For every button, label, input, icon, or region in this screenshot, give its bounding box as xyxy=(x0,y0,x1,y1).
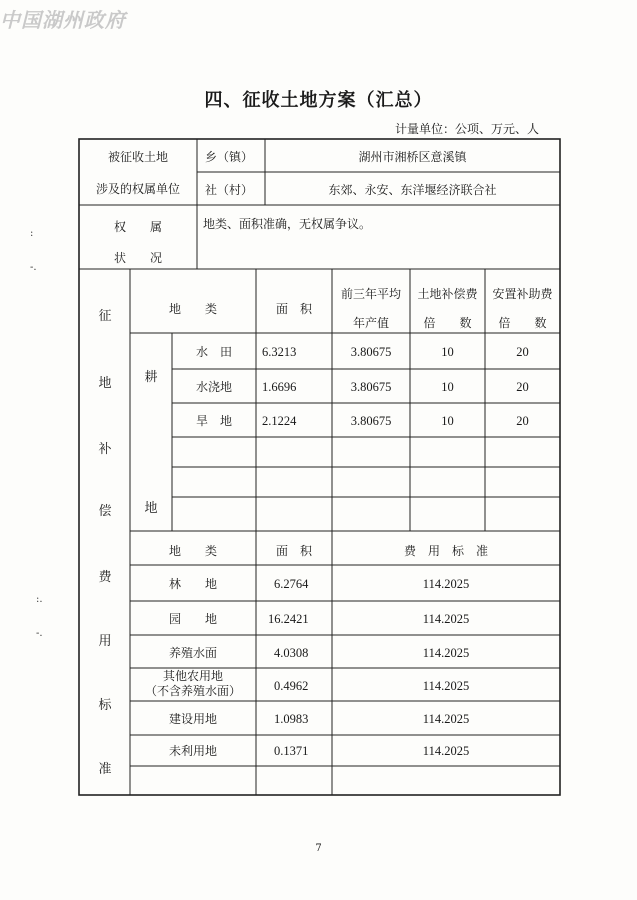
other-row-area: 6.2764 xyxy=(274,577,309,591)
status-value: 地类、面积准确，无权属争议。 xyxy=(203,217,372,231)
other-row-standard: 114.2025 xyxy=(422,679,470,693)
scan-mark: -. xyxy=(30,262,37,273)
farmland-group-char: 耕 xyxy=(144,370,158,385)
village-value: 东郊、永安、东洋堰经济联合社 xyxy=(328,183,497,197)
other-header-type: 地 类 xyxy=(168,544,217,558)
side-label-char: 用 xyxy=(98,634,112,649)
other-row-area: 16.2421 xyxy=(268,612,309,626)
status-label-2: 状 况 xyxy=(113,251,162,265)
farm-header-comp-line2: 倍 数 xyxy=(423,316,472,330)
other-row-type-note: （不含养殖水面） xyxy=(144,684,241,698)
farm-row-sub: 20 xyxy=(516,380,529,394)
other-row-area: 1.0983 xyxy=(274,712,309,726)
farm-header-avg-line2: 年产值 xyxy=(352,316,389,330)
other-row-area: 0.4962 xyxy=(274,679,309,693)
farm-row-comp: 10 xyxy=(441,414,454,428)
watermark: 中国湖州政府 xyxy=(0,8,126,32)
farm-row-sub: 20 xyxy=(516,414,529,428)
other-row-standard: 114.2025 xyxy=(422,577,470,591)
other-row-type: 建设用地 xyxy=(168,712,217,726)
farm-row-type: 水浇地 xyxy=(195,380,232,394)
farm-header-comp-line1: 土地补偿费 xyxy=(417,287,478,301)
other-row-standard: 114.2025 xyxy=(422,712,470,726)
scan-mark: : xyxy=(30,228,34,239)
other-row-area: 0.1371 xyxy=(274,744,309,758)
farm-row-avg: 3.80675 xyxy=(350,414,392,428)
unit-note: 计量单位：公项、万元、人 xyxy=(394,122,539,136)
other-row-type: 养殖水面 xyxy=(168,646,217,660)
status-label-1: 权 属 xyxy=(113,220,162,234)
side-label-char: 地 xyxy=(98,376,112,391)
other-header-standard: 费 用 标 准 xyxy=(403,544,488,558)
township-label: 乡（镇） xyxy=(205,150,254,164)
farm-header-sub-line2: 倍 数 xyxy=(498,316,547,330)
page-title: 四、征收土地方案（汇总） xyxy=(204,90,433,111)
side-label-char: 准 xyxy=(98,762,112,777)
farm-row-sub: 20 xyxy=(516,345,529,359)
farm-row-avg: 3.80675 xyxy=(350,380,392,394)
farm-row-area: 1.6696 xyxy=(262,380,297,394)
farm-header-area: 面 积 xyxy=(275,302,312,316)
side-label-char: 费 xyxy=(98,570,112,585)
other-row-type: 园 地 xyxy=(168,612,217,626)
township-value: 湖州市湘桥区意溪镇 xyxy=(358,150,467,164)
scan-mark: -. xyxy=(36,628,43,639)
other-row-standard: 114.2025 xyxy=(422,744,470,758)
farm-row-comp: 10 xyxy=(441,345,454,359)
scan-mark: :. xyxy=(36,594,43,605)
other-row-type: 其他农用地 xyxy=(162,669,223,683)
other-row-type: 林 地 xyxy=(168,577,217,591)
farm-header-avg-line1: 前三年平均 xyxy=(340,287,401,301)
farm-row-type: 水 田 xyxy=(195,345,232,359)
rights-label-line2: 涉及的权属单位 xyxy=(95,182,180,196)
farm-row-comp: 10 xyxy=(441,380,454,394)
other-row-standard: 114.2025 xyxy=(422,612,470,626)
farm-row-avg: 3.80675 xyxy=(350,345,392,359)
side-label-char: 征 xyxy=(98,309,112,324)
side-label-char: 偿 xyxy=(98,504,112,519)
other-row-area: 4.0308 xyxy=(274,646,309,660)
side-label-char: 补 xyxy=(98,442,112,457)
page-number: 7 xyxy=(315,843,322,854)
rights-label-line1: 被征收土地 xyxy=(107,150,168,164)
other-header-area: 面 积 xyxy=(275,544,312,558)
other-row-type: 未利用地 xyxy=(168,744,217,758)
farm-header-type: 地 类 xyxy=(168,302,217,316)
side-label-char: 标 xyxy=(98,698,112,713)
farm-row-type: 旱 地 xyxy=(195,414,232,428)
farmland-group-char: 地 xyxy=(144,501,158,516)
village-label: 社（村） xyxy=(205,183,254,197)
other-row-standard: 114.2025 xyxy=(422,646,470,660)
farm-header-sub-line1: 安置补助费 xyxy=(492,287,553,301)
farm-row-area: 2.1224 xyxy=(262,414,297,428)
farm-row-area: 6.3213 xyxy=(262,345,297,359)
